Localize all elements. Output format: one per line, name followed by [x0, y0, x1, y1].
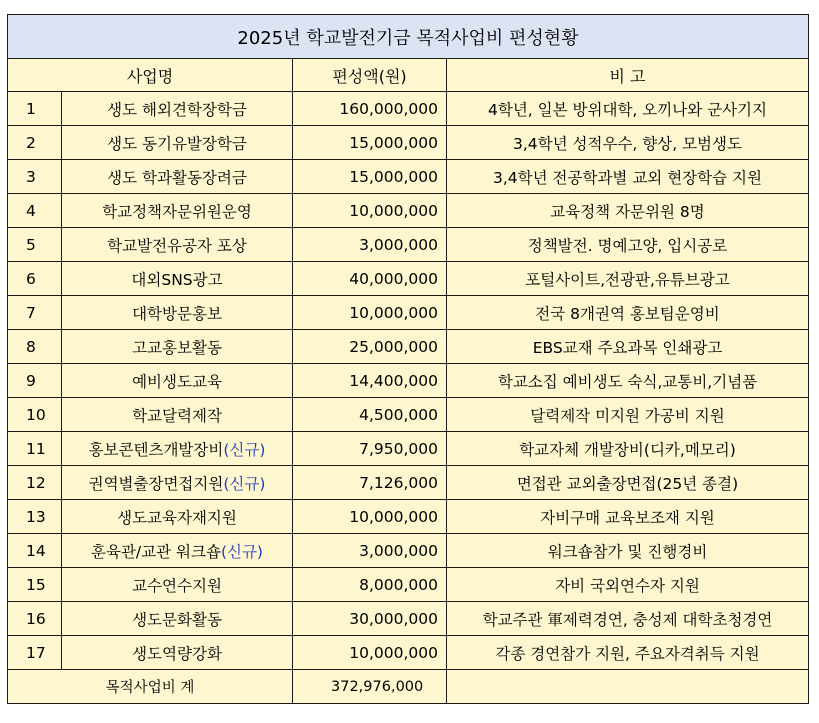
row-number: 13	[8, 500, 62, 534]
row-number: 10	[8, 398, 62, 432]
project-name	[62, 296, 293, 330]
budget-amount: 7,126,000	[293, 466, 447, 500]
project-name-text: 대외SNS광고	[131, 270, 223, 289]
budget-amount: 10,000,000	[293, 500, 447, 534]
project-name-text: 홍보콘텐츠개발장비	[88, 440, 224, 459]
project-name	[62, 432, 293, 466]
new-tag: (신규)	[223, 440, 266, 459]
table-row	[8, 602, 809, 636]
budget-amount: 15,000,000	[293, 160, 447, 194]
total-label: 목적사업비 계	[8, 670, 293, 704]
project-name-text: 권역별출장면접지원	[88, 474, 224, 493]
project-name-text: 학교정책자문위원운영	[102, 202, 252, 221]
title-row	[8, 15, 809, 59]
table-row	[8, 92, 809, 126]
budget-amount: 8,000,000	[293, 568, 447, 602]
remarks: 교육정책 자문위원 8명	[447, 194, 809, 228]
remarks: 4학년, 일본 방위대학, 오끼나와 군사기지	[447, 92, 809, 126]
table-row	[8, 568, 809, 602]
table-row	[8, 500, 809, 534]
project-name-text: 생도교육자재지원	[117, 508, 237, 527]
budget-amount: 7,950,000	[293, 432, 447, 466]
project-name	[62, 398, 293, 432]
project-name	[62, 568, 293, 602]
remarks: 3,4학년 전공학과별 교외 현장학습 지원	[447, 160, 809, 194]
project-name-text: 교수연수지원	[132, 576, 222, 595]
budget-amount: 25,000,000	[293, 330, 447, 364]
project-name	[62, 534, 293, 568]
table-row	[8, 466, 809, 500]
project-name-text: 생도 학과활동장려금	[107, 168, 247, 187]
budget-amount: 10,000,000	[293, 194, 447, 228]
project-name	[62, 194, 293, 228]
row-number: 2	[8, 126, 62, 160]
table-row	[8, 126, 809, 160]
project-name-text: 학교발전유공자 포상	[107, 236, 247, 255]
row-number: 3	[8, 160, 62, 194]
remarks: 면접관 교외출장면접(25년 종결)	[447, 466, 809, 500]
budget-amount: 10,000,000	[293, 636, 447, 670]
project-name	[62, 330, 293, 364]
row-number: 15	[8, 568, 62, 602]
remarks: 학교자체 개발장비(디카,메모리)	[447, 432, 809, 466]
remarks: 자비구매 교육보조재 지원	[447, 500, 809, 534]
project-name-text: 생도 동기유발장학금	[107, 134, 247, 153]
project-name	[62, 262, 293, 296]
table-row	[8, 228, 809, 262]
row-number: 8	[8, 330, 62, 364]
project-name-text: 학교달력제작	[132, 406, 222, 425]
row-number: 7	[8, 296, 62, 330]
row-number: 4	[8, 194, 62, 228]
remarks: 달력제작 미지원 가공비 지원	[447, 398, 809, 432]
table-row	[8, 160, 809, 194]
row-number: 5	[8, 228, 62, 262]
project-name-text: 생도 해외견학장학금	[107, 100, 247, 119]
row-number: 11	[8, 432, 62, 466]
table-title: 2025년 학교발전기금 목적사업비 편성현황	[8, 15, 809, 59]
remarks: 정책발전. 명예고양, 입시공로	[447, 228, 809, 262]
total-remarks	[447, 670, 809, 704]
table-row	[8, 262, 809, 296]
header-name: 사업명	[8, 59, 293, 92]
table-row	[8, 330, 809, 364]
table-row	[8, 296, 809, 330]
project-name	[62, 466, 293, 500]
budget-amount: 15,000,000	[293, 126, 447, 160]
budget-amount: 160,000,000	[293, 92, 447, 126]
budget-amount: 30,000,000	[293, 602, 447, 636]
project-name	[62, 636, 293, 670]
project-name	[62, 126, 293, 160]
remarks: 3,4학년 성적우수, 향상, 모범생도	[447, 126, 809, 160]
budget-table-sheet	[7, 14, 808, 710]
row-number: 17	[8, 636, 62, 670]
row-number: 9	[8, 364, 62, 398]
project-name	[62, 228, 293, 262]
table-row	[8, 534, 809, 568]
project-name-text: 예비생도교육	[132, 372, 222, 391]
project-name	[62, 160, 293, 194]
new-tag: (신규)	[220, 542, 263, 561]
remarks: 워크숍참가 및 진행경비	[447, 534, 809, 568]
header-amount: 편성액(원)	[293, 59, 447, 92]
project-name	[62, 602, 293, 636]
header-row	[8, 59, 809, 92]
total-amount: 372,976,000	[293, 670, 447, 704]
budget-amount: 3,000,000	[293, 228, 447, 262]
budget-amount: 14,400,000	[293, 364, 447, 398]
table-row	[8, 194, 809, 228]
remarks: 각종 경연참가 지원, 주요자격취득 지원	[447, 636, 809, 670]
project-name-text: 훈육관/교관 워크숍	[91, 542, 221, 561]
project-name-text: 대학방문홍보	[132, 304, 222, 323]
project-name	[62, 364, 293, 398]
table-row	[8, 636, 809, 670]
budget-table	[7, 14, 809, 704]
row-number: 1	[8, 92, 62, 126]
budget-amount: 3,000,000	[293, 534, 447, 568]
budget-amount: 40,000,000	[293, 262, 447, 296]
project-name	[62, 92, 293, 126]
remarks: 학교소집 예비생도 숙식,교통비,기념품	[447, 364, 809, 398]
table-row	[8, 398, 809, 432]
remarks: EBS교재 주요과목 인쇄광고	[447, 330, 809, 364]
table-row	[8, 432, 809, 466]
row-number: 12	[8, 466, 62, 500]
project-name-text: 고교홍보활동	[132, 338, 222, 357]
project-name-text: 생도문화활동	[132, 610, 222, 629]
header-note: 비 고	[447, 59, 809, 92]
table-row	[8, 364, 809, 398]
row-number: 14	[8, 534, 62, 568]
project-name-text: 생도역량강화	[132, 644, 222, 663]
remarks: 포털사이트,전광판,유튜브광고	[447, 262, 809, 296]
remarks: 자비 국외연수자 지원	[447, 568, 809, 602]
budget-amount: 10,000,000	[293, 296, 447, 330]
row-number: 6	[8, 262, 62, 296]
new-tag: (신규)	[223, 474, 266, 493]
remarks: 전국 8개권역 홍보팀운영비	[447, 296, 809, 330]
total-row	[8, 670, 809, 704]
project-name	[62, 500, 293, 534]
remarks: 학교주관 軍제력경연, 충성제 대학초청경연	[447, 602, 809, 636]
budget-amount: 4,500,000	[293, 398, 447, 432]
row-number: 16	[8, 602, 62, 636]
